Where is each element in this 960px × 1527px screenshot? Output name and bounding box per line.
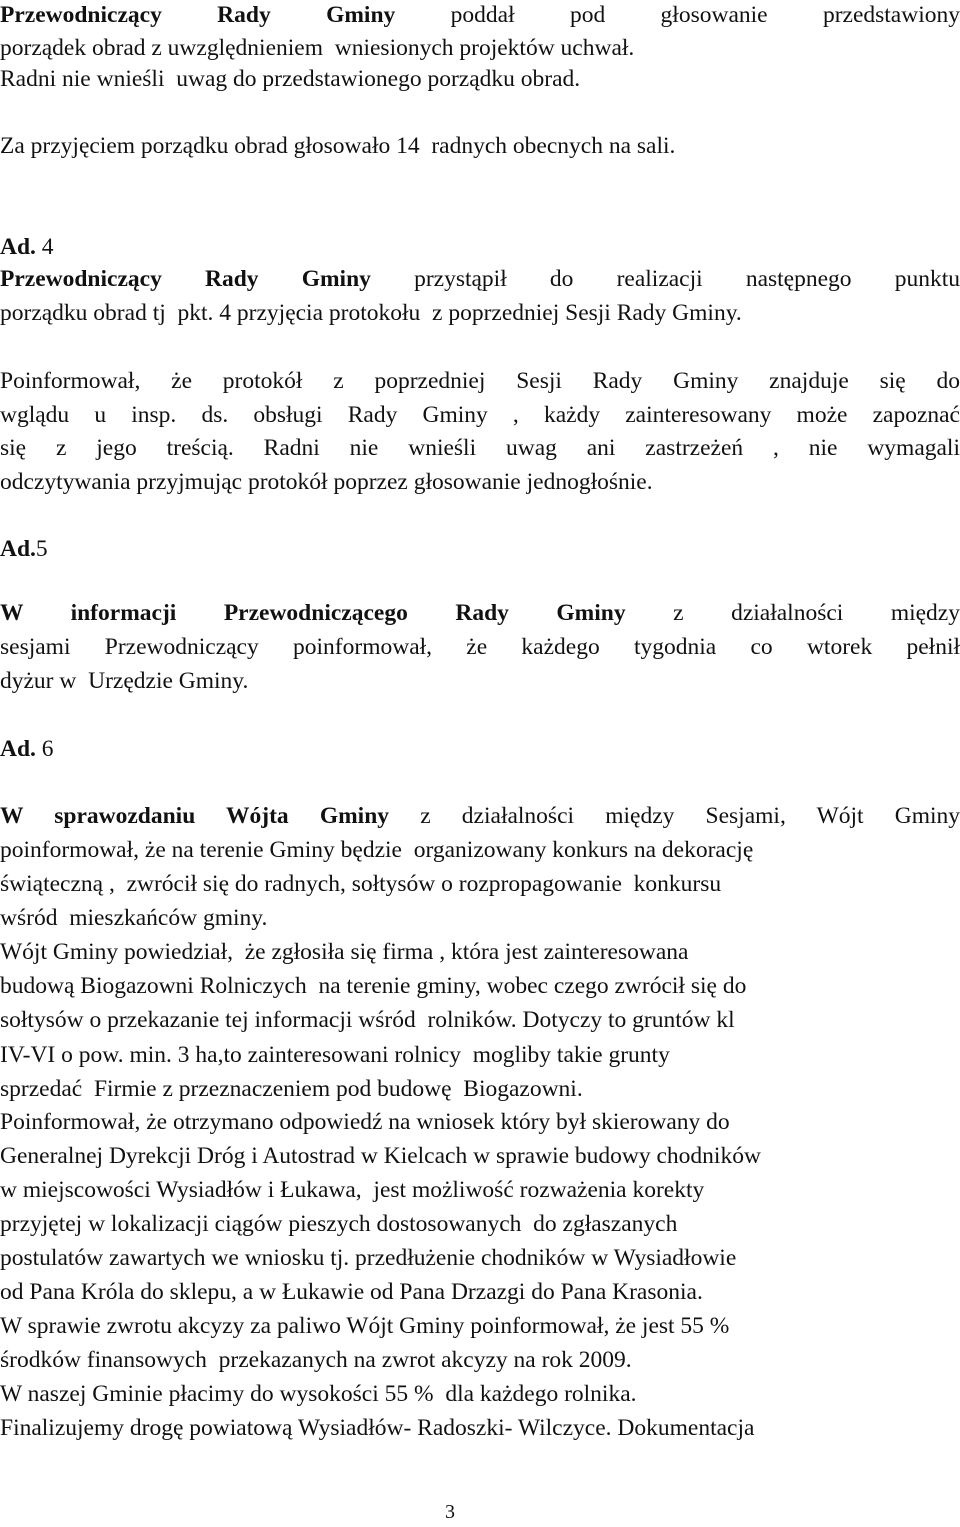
text-run: postulatów zawartych we wniosku tj. przedłużenie chodników w Wysiadłowie [0,1245,737,1271]
text-run: 4 [35,234,54,260]
text-line [0,264,960,294]
text-run: W sprawie zwrotu akcyzy za paliwo Wójt Gminy poinformował, że jest 55 % [0,1313,730,1339]
page-number: 3 [445,1501,455,1523]
text-run: sprzedać Firmie z przeznaczeniem pod budowę Biogazowni. [0,1076,583,1102]
text-line [0,298,960,328]
text-run: świąteczną , zwrócił się do radnych, sołtysów o rozpropagowanie konkursu [0,871,722,897]
text-line [0,1141,960,1171]
text-run: sołtysów o przekazanie tej informacji wśród rolników. Dotyczy to gruntów kl [0,1007,735,1033]
bold-text: Ad. [0,736,36,762]
bold-text: W sprawozdaniu Wójta Gminy [0,803,390,829]
text-line [0,666,960,696]
text-line [0,1243,960,1273]
text-line [0,801,960,831]
text-line [0,598,960,628]
text-run: poinformował, że na terenie Gminy będzie organizowany konkurs na dekorację [0,837,754,863]
text-run: się z jego treścią. Radni nie wnieśli uwag ani zastrzeżeń , nie wymagali [0,435,960,461]
text-line [0,400,960,430]
text-line [0,971,960,1001]
text-line [0,1040,960,1070]
text-run: IV-VI o pow. min. 3 ha,to zainteresowani rolnicy mogliby takie grunty [0,1042,670,1068]
bold-text: Rady Gminy [455,600,626,626]
text-line [0,632,960,662]
text-run: w miejscowości Wysiadłów i Łukawa, jest możliwość rozważenia korekty [0,1177,705,1203]
text-run: poddał pod głosowanie przedstawiony [395,2,960,28]
text-line [0,366,960,396]
text-line [0,1209,960,1239]
text-run: sesjami Przewodniczący poinformował, że każdego tygodnia co wtorek pełnił [0,634,960,660]
text-run: z działalności między Sesjami, Wójt Gminy [389,803,960,829]
text-run: 5 [35,536,48,562]
text-line [0,835,960,865]
text-line [0,937,960,967]
text-run: środków finansowych przekazanych na zwrot akcyzy na rok 2009. [0,1347,632,1373]
text-run: Finalizujemy drogę powiatową Wysiadłów- Radoszki- Wilczyce. Dokumentacja [0,1415,755,1441]
text-line [0,1107,960,1137]
text-line [0,64,960,94]
bold-text: Przewodniczący Rady Gminy [0,2,396,28]
text-line [0,232,960,262]
text-line [0,1413,960,1443]
text-run: Generalnej Dyrekcji Dróg i Autostrad w Kielcach w sprawie budowy chodników [0,1143,761,1169]
text-run: W naszej Gminie płacimy do wysokości 55 % dla każdego rolnika. [0,1381,637,1407]
text-run [408,600,456,626]
text-line [0,1345,960,1375]
text-line [0,734,960,764]
text-run: Poinformował, że protokół z poprzedniej Sesji Rady Gminy znajduje się do [0,368,960,394]
text-run: przyjętej w lokalizacji ciągów pieszych dostosowanych do zgłaszanych [0,1211,678,1237]
text-line [0,1379,960,1409]
bold-text: Ad. [0,536,36,562]
text-line [0,534,960,564]
text-line [0,1311,960,1341]
text-line [0,903,960,933]
bold-text: W informacji Przewodniczącego [0,600,408,626]
text-run: 6 [35,736,54,762]
text-line [0,1277,960,1307]
text-run: wśród mieszkańców gminy. [0,905,268,931]
text-line [0,1175,960,1205]
text-run: z działalności między [625,600,960,626]
text-run: odczytywania przyjmując protokół poprzez głosowanie jednogłośnie. [0,469,653,495]
text-run: od Pana Króla do sklepu, a w Łukawie od Pana Drzazgi do Pana Krasonia. [0,1279,703,1305]
text-run: Radni nie wnieśli uwag do przedstawionego porządku obrad. [0,66,581,92]
text-run: Wójt Gminy powiedział, że zgłosiła się firma , która jest zainteresowana [0,939,689,965]
text-line [0,467,960,497]
text-run: przystąpił do realizacji następnego punktu [370,266,960,292]
text-line [0,1005,960,1035]
text-run: dyżur w Urzędzie Gminy. [0,668,249,694]
text-run: budową Biogazowni Rolniczych na terenie gminy, wobec czego zwrócił się do [0,973,747,999]
bold-text: Przewodniczący Rady Gminy [0,266,371,292]
text-run: porządku obrad tj pkt. 4 przyjęcia protokołu z poprzedniej Sesji Rady Gminy. [0,300,742,326]
bold-text: Ad. [0,234,36,260]
text-line [0,33,960,63]
text-run: porządek obrad z uwzględnieniem wniesionych projektów uchwał. [0,35,635,61]
text-line [0,131,960,161]
text-line [0,869,960,899]
text-line [0,1074,960,1104]
text-line [0,0,960,30]
text-run: wglądu u insp. ds. obsługi Rady Gminy , każdy zainteresowany może zapoznać [0,402,960,428]
text-line [0,433,960,463]
text-run: Poinformował, że otrzymano odpowiedź na wniosek który był skierowany do [0,1109,730,1135]
text-run: Za przyjęciem porządku obrad głosowało 14 radnych obecnych na sali. [0,133,676,159]
